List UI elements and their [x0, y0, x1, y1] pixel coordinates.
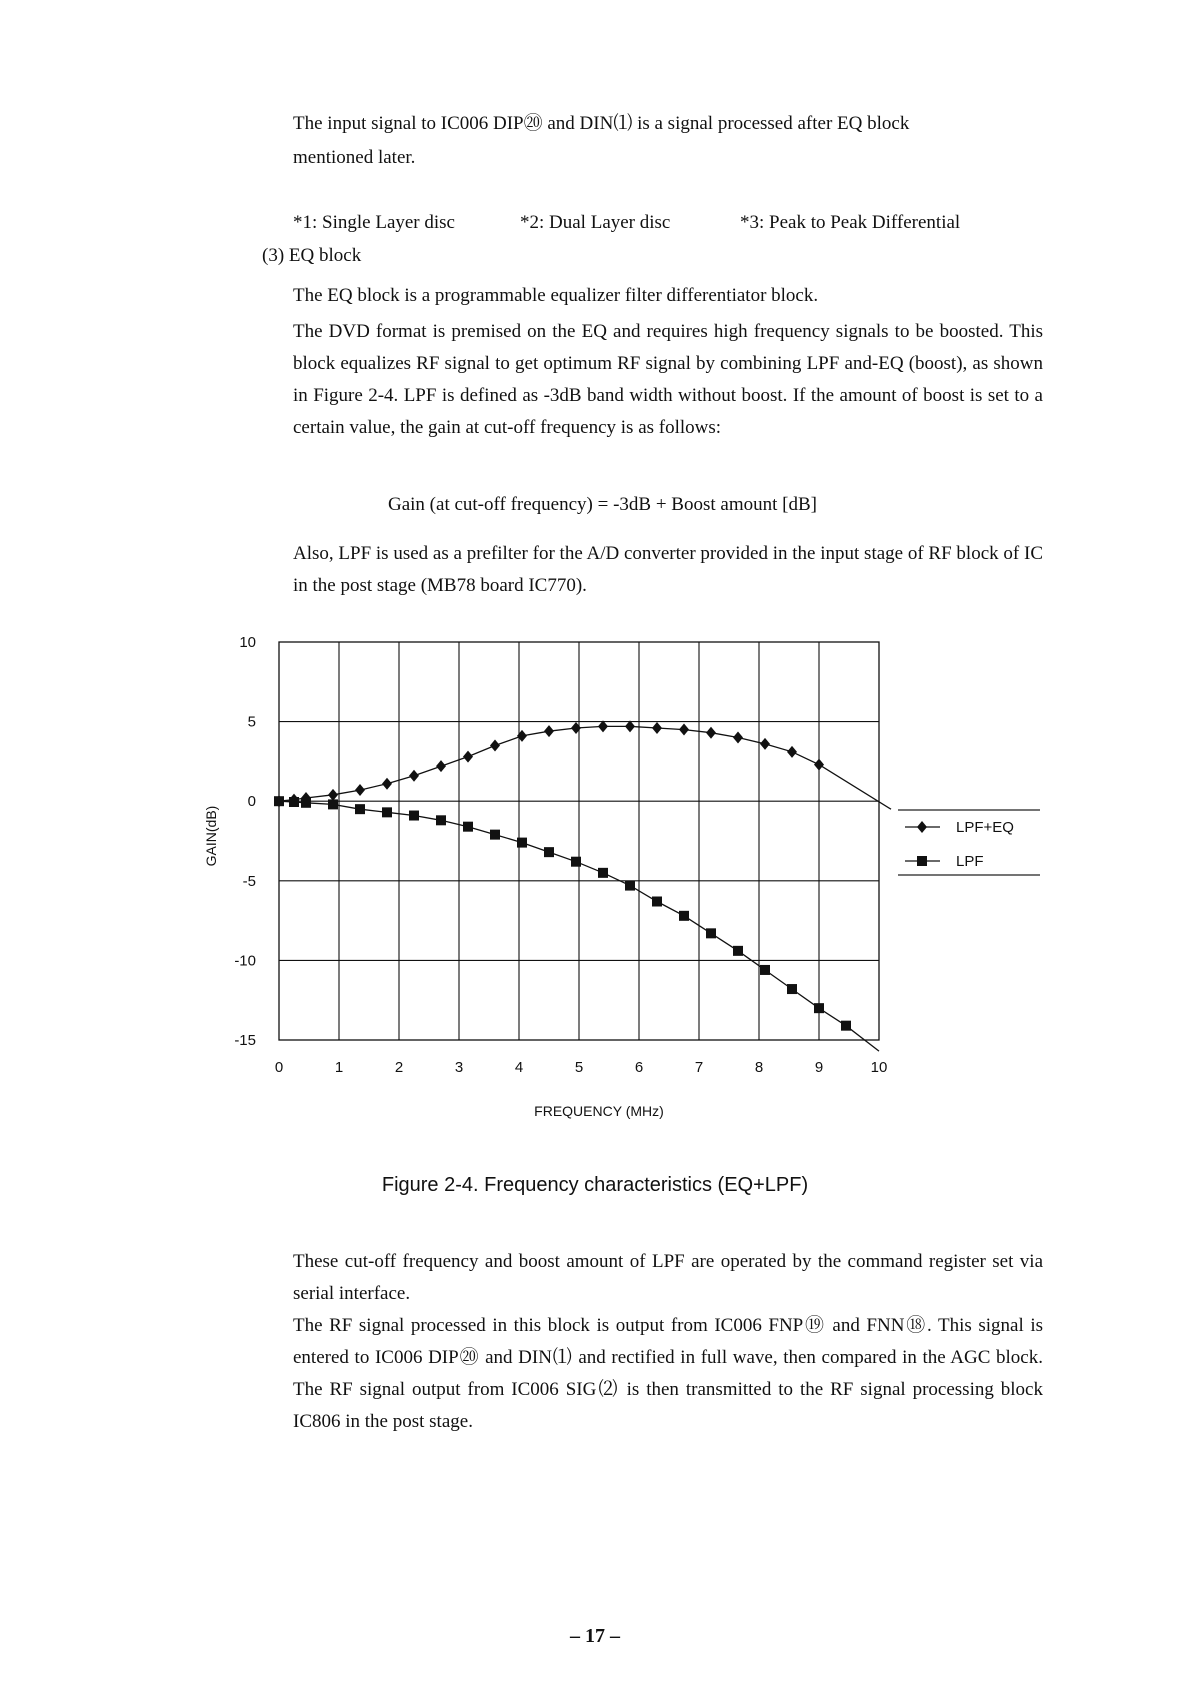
- y-tick-label: 5: [247, 713, 256, 731]
- x-tick-label: 3: [454, 1059, 464, 1076]
- formula: Gain (at cut-off frequency) = -3dB + Boost amount [dB]: [388, 494, 817, 515]
- lpf-eq-point: [382, 778, 392, 790]
- eq-paragraph: The DVD format is premised on the EQ and requires high frequency signals to be boosted. This block equalizes RF signal to get optimum RF signal by combining LPF and-EQ (boost), as shown in Figure 2-4. LPF is defined as -3dB band width without boost. If the amount of boost is set to a certain value, the gain at cut-off frequency is as follows:: [293, 321, 1043, 438]
- lpf-point: [301, 798, 311, 808]
- prefilter-paragraph: Also, LPF is used as a prefilter for the A/D converter provided in the input stage of RF block of IC in the post stage (MB78 board IC770).: [293, 543, 1043, 596]
- lpf-point: [760, 965, 770, 975]
- x-tick-label: 5: [574, 1059, 584, 1076]
- legend-label: LPF+EQ: [956, 819, 1014, 836]
- page-number: – 17 –: [570, 1625, 620, 1647]
- x-tick-label: 0: [274, 1059, 284, 1076]
- lpf-eq-point: [787, 746, 797, 758]
- eq-description: The EQ block is a programmable equalizer filter differentiator block.: [293, 285, 819, 306]
- lpf-point: [625, 881, 635, 891]
- lpf-point: [544, 847, 554, 857]
- lpf-point: [787, 984, 797, 994]
- lpf-eq-point: [625, 720, 635, 732]
- x-tick-label: 8: [754, 1059, 764, 1076]
- legend-diamond-marker: [917, 821, 927, 833]
- lpf-point: [409, 811, 419, 821]
- lpf-point: [841, 1021, 851, 1031]
- lpf-eq-point: [463, 751, 473, 763]
- legend-square-marker: [917, 856, 927, 866]
- figure-caption: Figure 2-4. Frequency characteristics (EQ+LPF): [381, 1174, 809, 1196]
- footnote-2: *2: Dual Layer disc: [520, 212, 671, 233]
- chart-legend: [898, 810, 1040, 875]
- lpf-eq-point: [706, 727, 716, 739]
- lpf-eq-point: [436, 760, 446, 772]
- x-tick-label: 4: [514, 1059, 524, 1076]
- section-heading: (3) EQ block: [262, 245, 362, 266]
- lpf-point: [328, 799, 338, 809]
- x-tick-label: 6: [634, 1059, 644, 1076]
- y-tick-label: -10: [234, 952, 256, 970]
- lpf-point: [289, 797, 299, 807]
- lpf-eq-point: [355, 784, 365, 796]
- lpf-eq-point: [598, 720, 608, 732]
- y-tick-labels: [234, 634, 256, 1049]
- x-tick-label: 10: [870, 1059, 888, 1076]
- lpf-point: [598, 868, 608, 878]
- x-tick-label: 2: [394, 1059, 404, 1076]
- lpf-point: [706, 928, 716, 938]
- lpf-point: [382, 807, 392, 817]
- lpf-point: [652, 896, 662, 906]
- lpf-eq-point: [409, 770, 419, 782]
- lpf-point: [679, 911, 689, 921]
- lpf-eq-point: [652, 722, 662, 734]
- chart-series-lines: [279, 726, 891, 1051]
- footnote-3: *3: Peak to Peak Differential: [740, 212, 961, 233]
- lpf-point: [436, 815, 446, 825]
- lpf-eq-point: [679, 724, 689, 736]
- y-axis-label: GAIN(dB): [203, 805, 219, 867]
- lpf-eq-point: [490, 739, 500, 751]
- lpf-point: [490, 830, 500, 840]
- y-tick-label: 10: [239, 634, 256, 651]
- lpf-eq-point: [328, 789, 338, 801]
- lpf-point: [274, 796, 284, 806]
- lpf-point: [355, 804, 365, 814]
- lpf-point: [517, 838, 527, 848]
- y-tick-label: 0: [247, 793, 256, 811]
- footnote-1: *1: Single Layer disc: [293, 212, 455, 233]
- intro-line-2: mentioned later.: [293, 147, 416, 168]
- legend-label: LPF: [956, 853, 984, 870]
- series-line-lpf-eq: [279, 726, 891, 809]
- x-tick-label: 9: [814, 1059, 824, 1076]
- x-axis-label: FREQUENCY (MHz): [534, 1103, 664, 1119]
- x-tick-labels: [275, 1059, 888, 1076]
- lpf-eq-point: [733, 732, 743, 744]
- y-tick-label: -5: [242, 872, 256, 890]
- lpf-eq-point: [814, 759, 824, 771]
- lpf-point: [814, 1003, 824, 1013]
- lpf-point: [571, 857, 581, 867]
- lpf-eq-point: [760, 738, 770, 750]
- y-tick-label: -15: [234, 1032, 256, 1049]
- x-tick-label: 7: [694, 1059, 704, 1076]
- closing-paragraph-2: The RF signal processed in this block is output from IC006 FNP⑲ and FNN⑱. This signal is entered to IC006 DIP⑳ and DIN⑴ and rectified in full wave, then compared in the AGC block. The RF signal output from IC006 SIG⑵ is then transmitted to the RF signal processing block IC806 in the post stage.: [293, 1315, 1043, 1432]
- x-tick-label: 1: [334, 1059, 344, 1076]
- lpf-point: [463, 822, 473, 832]
- lpf-eq-point: [544, 725, 554, 737]
- chart-series-marks: [274, 720, 851, 1030]
- lpf-point: [733, 946, 743, 956]
- closing-paragraph-1: These cut-off frequency and boost amount of LPF are operated by the command register set via serial interface.: [293, 1251, 1043, 1304]
- chart-grid: [279, 642, 879, 1040]
- intro-line-1: The input signal to IC006 DIP⑳ and DIN⑴ is a signal processed after EQ block: [293, 113, 910, 134]
